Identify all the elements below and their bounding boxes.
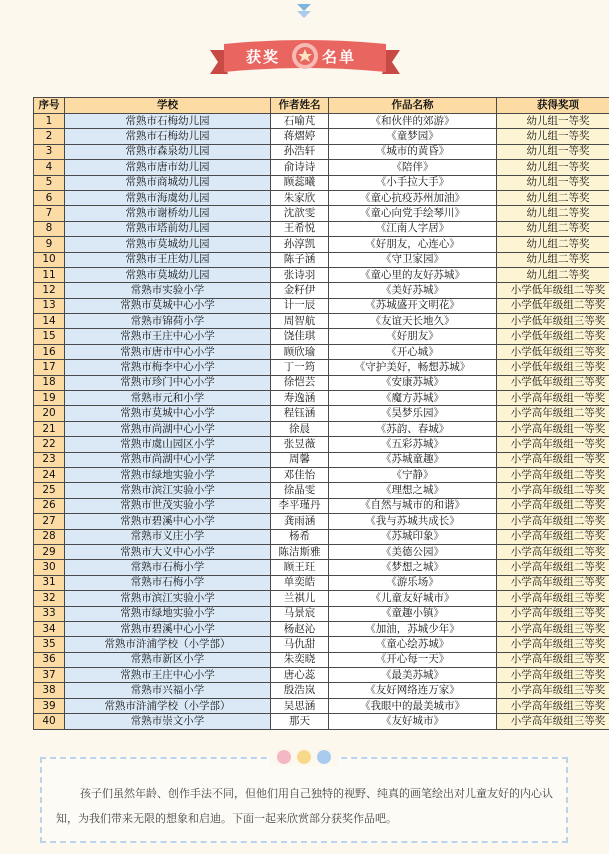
- cell-work: 《我眼中的最美城市》: [329, 698, 497, 713]
- cell-award: 小学高年级组一等奖: [497, 391, 609, 406]
- cell-award: 小学高年级组二等奖: [497, 498, 609, 513]
- cell-author: 陈洁斯雅: [271, 544, 329, 559]
- cell-school: 常熟市森泉幼儿园: [65, 144, 271, 159]
- cell-award: 幼儿组一等奖: [497, 114, 609, 129]
- cell-author: 徐晨: [271, 421, 329, 436]
- cell-work: 《自然与城市的和谐》: [329, 498, 497, 513]
- cell-work: 《美德公园》: [329, 544, 497, 559]
- cell-award: 小学高年级组三等奖: [497, 668, 609, 683]
- table-row: [34, 560, 609, 575]
- cell-work: 《童心绘苏城》: [329, 637, 497, 652]
- cell-work: 《童心里的友好苏城》: [329, 267, 497, 282]
- cell-school: 常熟市浒浦学校（小学部）: [65, 637, 271, 652]
- cell-award: 幼儿组一等奖: [497, 160, 609, 175]
- header-school: 学校: [65, 98, 271, 114]
- table-row: [34, 329, 609, 344]
- cell-school: 常熟市碧溪中心小学: [65, 514, 271, 529]
- cell-school: 常熟市梅李中心小学: [65, 360, 271, 375]
- cell-author: 龚雨涵: [271, 514, 329, 529]
- table-row: [34, 483, 609, 498]
- ribbon-icon: [210, 36, 400, 82]
- cell-work: 《友好城市》: [329, 714, 497, 729]
- cell-author: 顾欣瑜: [271, 344, 329, 359]
- table-row: [34, 714, 609, 729]
- cell-school: 常熟市崇文小学: [65, 714, 271, 729]
- table-row: [34, 160, 609, 175]
- cell-no: 21: [34, 421, 65, 436]
- cell-award: 小学高年级组三等奖: [497, 591, 609, 606]
- cell-author: 金籽伊: [271, 283, 329, 298]
- cell-award: 小学高年级组二等奖: [497, 483, 609, 498]
- decor-hearts: [271, 748, 337, 766]
- table-row: [34, 375, 609, 390]
- cell-no: 3: [34, 144, 65, 159]
- table-row: [34, 267, 609, 282]
- cell-work: 《昊梦乐园》: [329, 406, 497, 421]
- cell-award: 小学高年级组二等奖: [497, 514, 609, 529]
- cell-author: 张昱薇: [271, 437, 329, 452]
- table-row: [34, 283, 609, 298]
- cell-work: 《守卫家园》: [329, 252, 497, 267]
- table-row: [34, 437, 609, 452]
- cell-author: 王希悦: [271, 221, 329, 236]
- cell-school: 常熟市谢桥幼儿园: [65, 206, 271, 221]
- table-row: [34, 252, 609, 267]
- cell-work: 《陪伴》: [329, 160, 497, 175]
- cell-work: 《童心抗疫苏州加油》: [329, 190, 497, 205]
- cell-author: 马景宸: [271, 606, 329, 621]
- cell-author: 吴思涵: [271, 698, 329, 713]
- cell-no: 36: [34, 652, 65, 667]
- cell-no: 37: [34, 668, 65, 683]
- cell-no: 11: [34, 267, 65, 282]
- cell-school: 常熟市珍门中心小学: [65, 375, 271, 390]
- table-row: [34, 452, 609, 467]
- cell-work: 《和伙伴的郊游》: [329, 114, 497, 129]
- table-row: [34, 621, 609, 636]
- table-row: [34, 344, 609, 359]
- cell-no: 20: [34, 406, 65, 421]
- cell-author: 孙浩轩: [271, 144, 329, 159]
- cell-school: 常熟市唐市中心小学: [65, 344, 271, 359]
- cell-work: 《好朋友》: [329, 329, 497, 344]
- cell-author: 石喻芃: [271, 114, 329, 129]
- table-row: [34, 314, 609, 329]
- cell-award: 幼儿组二等奖: [497, 221, 609, 236]
- cell-no: 26: [34, 498, 65, 513]
- table-row: [34, 698, 609, 713]
- cell-no: 31: [34, 575, 65, 590]
- cell-no: 9: [34, 237, 65, 252]
- cell-award: 幼儿组一等奖: [497, 129, 609, 144]
- table-row: [34, 529, 609, 544]
- cell-school: 常熟市唐市幼儿园: [65, 160, 271, 175]
- cell-author: 兰祺儿: [271, 591, 329, 606]
- cell-award: 小学高年级组二等奖: [497, 467, 609, 482]
- cell-school: 常熟市绿地实验小学: [65, 467, 271, 482]
- cell-school: 常熟市滨江实验小学: [65, 591, 271, 606]
- cell-school: 常熟市王庄中心小学: [65, 668, 271, 683]
- table-row: [34, 175, 609, 190]
- cell-author: 杨赵沁: [271, 621, 329, 636]
- cell-no: 33: [34, 606, 65, 621]
- title-left: 获奖: [246, 48, 281, 66]
- cell-author: 饶佳琪: [271, 329, 329, 344]
- table-row: [34, 514, 609, 529]
- cell-author: 唐心蕊: [271, 668, 329, 683]
- cell-no: 25: [34, 483, 65, 498]
- cell-author: 沈歆雯: [271, 206, 329, 221]
- cell-author: 俞诗诗: [271, 160, 329, 175]
- cell-school: 常熟市新区小学: [65, 652, 271, 667]
- cell-author: 徐晶雯: [271, 483, 329, 498]
- title-banner: [210, 36, 400, 82]
- cell-no: 27: [34, 514, 65, 529]
- cell-no: 12: [34, 283, 65, 298]
- cell-no: 14: [34, 314, 65, 329]
- cell-author: 寿逸涵: [271, 391, 329, 406]
- cell-no: 24: [34, 467, 65, 482]
- cell-work: 《江南人字居》: [329, 221, 497, 236]
- cell-award: 小学高年级组一等奖: [497, 421, 609, 436]
- cell-school: 常熟市莫城中心小学: [65, 406, 271, 421]
- cell-award: 小学低年级组三等奖: [497, 344, 609, 359]
- cell-school: 常熟市石梅小学: [65, 575, 271, 590]
- cell-author: 计一辰: [271, 298, 329, 313]
- cell-school: 常熟市商城幼儿园: [65, 175, 271, 190]
- cell-award: 幼儿组二等奖: [497, 252, 609, 267]
- cell-no: 35: [34, 637, 65, 652]
- cell-school: 常熟市莫城幼儿园: [65, 237, 271, 252]
- cell-award: 小学高年级组三等奖: [497, 575, 609, 590]
- cell-award: 幼儿组一等奖: [497, 175, 609, 190]
- cell-award: 小学低年级组二等奖: [497, 283, 609, 298]
- table-row: [34, 391, 609, 406]
- table-row: [34, 129, 609, 144]
- cell-work: 《友谊天长地久》: [329, 314, 497, 329]
- cell-work: 《小手拉大手》: [329, 175, 497, 190]
- cell-award: 小学高年级组二等奖: [497, 560, 609, 575]
- cell-school: 常熟市石梅幼儿园: [65, 129, 271, 144]
- cell-work: 《美好苏城》: [329, 283, 497, 298]
- intro-text: 孩子们虽然年龄、创作手法不同，但他们用自己独特的视野、纯真的画笔绘出对儿童友好的内心认知，为我们带来无限的想象和启迪。下面一起来欣赏部分获奖作品吧。: [56, 787, 553, 825]
- cell-no: 30: [34, 560, 65, 575]
- cell-no: 8: [34, 221, 65, 236]
- cell-author: 邓佳怡: [271, 467, 329, 482]
- cell-award: 小学高年级组三等奖: [497, 652, 609, 667]
- cell-school: 常熟市虞山园区小学: [65, 437, 271, 452]
- cell-no: 15: [34, 329, 65, 344]
- cell-no: 22: [34, 437, 65, 452]
- cell-author: 程钰涵: [271, 406, 329, 421]
- cell-award: 小学高年级组三等奖: [497, 683, 609, 698]
- cell-school: 常熟市石梅幼儿园: [65, 114, 271, 129]
- cell-no: 17: [34, 360, 65, 375]
- table-row: [34, 683, 609, 698]
- table-header-row: [34, 98, 609, 114]
- table-row: [34, 237, 609, 252]
- cell-no: 40: [34, 714, 65, 729]
- header-work: 作品名称: [329, 98, 497, 114]
- cell-work: 《最美苏城》: [329, 668, 497, 683]
- cell-work: 《童趣小镇》: [329, 606, 497, 621]
- cell-work: 《守护美好，畅想苏城》: [329, 360, 497, 375]
- cell-award: 小学高年级组三等奖: [497, 714, 609, 729]
- table-row: [34, 206, 609, 221]
- cell-author: 孙淳凯: [271, 237, 329, 252]
- cell-award: 幼儿组二等奖: [497, 190, 609, 205]
- cell-school: 常熟市石梅小学: [65, 560, 271, 575]
- cell-author: 徐恺芸: [271, 375, 329, 390]
- intro-note: [40, 757, 568, 843]
- table-row: [34, 498, 609, 513]
- down-arrow-icon: [297, 4, 311, 20]
- table-row: [34, 406, 609, 421]
- cell-work: 《儿童友好城市》: [329, 591, 497, 606]
- cell-no: 28: [34, 529, 65, 544]
- cell-school: 常熟市实验小学: [65, 283, 271, 298]
- cell-award: 小学高年级组三等奖: [497, 621, 609, 636]
- cell-work: 《苏城童趣》: [329, 452, 497, 467]
- table-row: [34, 591, 609, 606]
- table-row: [34, 144, 609, 159]
- table-row: [34, 360, 609, 375]
- cell-school: 常熟市莫城中心小学: [65, 298, 271, 313]
- cell-no: 39: [34, 698, 65, 713]
- cell-school: 常熟市尚湖中心小学: [65, 452, 271, 467]
- cell-award: 小学高年级组三等奖: [497, 606, 609, 621]
- cell-author: 单奕皓: [271, 575, 329, 590]
- cell-school: 常熟市大义中心小学: [65, 544, 271, 559]
- title-right: 名单: [322, 48, 357, 66]
- cell-author: 陈子涵: [271, 252, 329, 267]
- cell-school: 常熟市元和小学: [65, 391, 271, 406]
- cell-school: 常熟市塔前幼儿园: [65, 221, 271, 236]
- cell-author: 顾蕊曦: [271, 175, 329, 190]
- cell-school: 常熟市王庄中心小学: [65, 329, 271, 344]
- cell-work: 《童心向党手绘琴川》: [329, 206, 497, 221]
- table-row: [34, 652, 609, 667]
- cell-school: 常熟市锦荷小学: [65, 314, 271, 329]
- cell-no: 7: [34, 206, 65, 221]
- cell-award: 小学高年级组二等奖: [497, 544, 609, 559]
- cell-work: 《童梦园》: [329, 129, 497, 144]
- cell-award: 小学高年级组一等奖: [497, 452, 609, 467]
- cell-work: 《苏韵、春城》: [329, 421, 497, 436]
- cell-no: 16: [34, 344, 65, 359]
- cell-no: 4: [34, 160, 65, 175]
- cell-work: 《理想之城》: [329, 483, 497, 498]
- cell-award: 幼儿组二等奖: [497, 267, 609, 282]
- cell-author: 周智航: [271, 314, 329, 329]
- table-row: [34, 190, 609, 205]
- cell-school: 常熟市碧溪中心小学: [65, 621, 271, 636]
- cell-author: 那天: [271, 714, 329, 729]
- table-row: [34, 467, 609, 482]
- cell-author: 张诗羽: [271, 267, 329, 282]
- cell-no: 19: [34, 391, 65, 406]
- cell-no: 13: [34, 298, 65, 313]
- cell-author: 朱奕晓: [271, 652, 329, 667]
- cell-school: 常熟市滨江实验小学: [65, 483, 271, 498]
- cell-award: 小学高年级组一等奖: [497, 437, 609, 452]
- cell-no: 2: [34, 129, 65, 144]
- cell-award: 小学低年级组三等奖: [497, 314, 609, 329]
- cell-work: 《城市的黄昏》: [329, 144, 497, 159]
- cell-author: 马仇甜: [271, 637, 329, 652]
- cell-award: 小学低年级组三等奖: [497, 375, 609, 390]
- cell-work: 《友好网络连万家》: [329, 683, 497, 698]
- cell-award: 小学低年级组二等奖: [497, 298, 609, 313]
- cell-school: 常熟市浒浦学校（小学部）: [65, 698, 271, 713]
- cell-work: 《安康苏城》: [329, 375, 497, 390]
- table-row: [34, 544, 609, 559]
- table-row: [34, 221, 609, 236]
- cell-award: 小学高年级组三等奖: [497, 637, 609, 652]
- cell-no: 1: [34, 114, 65, 129]
- cell-work: 《魔方苏城》: [329, 391, 497, 406]
- cell-no: 6: [34, 190, 65, 205]
- cell-work: 《游乐场》: [329, 575, 497, 590]
- cell-school: 常熟市绿地实验小学: [65, 606, 271, 621]
- cell-author: 朱家欣: [271, 190, 329, 205]
- cell-work: 《我与苏城共成长》: [329, 514, 497, 529]
- cell-author: 殷浩岚: [271, 683, 329, 698]
- cell-no: 38: [34, 683, 65, 698]
- cell-school: 常熟市王庄幼儿园: [65, 252, 271, 267]
- cell-work: 《苏城盛开文明花》: [329, 298, 497, 313]
- cell-no: 5: [34, 175, 65, 190]
- table-row: [34, 606, 609, 621]
- cell-work: 《加油，苏城少年》: [329, 621, 497, 636]
- table-row: [34, 421, 609, 436]
- cell-no: 32: [34, 591, 65, 606]
- cell-author: 丁一筠: [271, 360, 329, 375]
- table-row: [34, 298, 609, 313]
- cell-no: 10: [34, 252, 65, 267]
- header-no: 序号: [34, 98, 65, 114]
- cell-award: 幼儿组二等奖: [497, 237, 609, 252]
- heart-icon: [297, 750, 311, 764]
- cell-no: 29: [34, 544, 65, 559]
- cell-author: 周馨: [271, 452, 329, 467]
- cell-school: 常熟市尚湖中心小学: [65, 421, 271, 436]
- cell-award: 小学低年级组二等奖: [497, 329, 609, 344]
- cell-award: 小学高年级组二等奖: [497, 406, 609, 421]
- cell-award: 小学高年级组三等奖: [497, 698, 609, 713]
- table-body: [34, 114, 609, 730]
- cell-work: 《梦想之城》: [329, 560, 497, 575]
- cell-school: 常熟市海虞幼儿园: [65, 190, 271, 205]
- cell-award: 幼儿组一等奖: [497, 144, 609, 159]
- cell-no: 34: [34, 621, 65, 636]
- table-row: [34, 114, 609, 129]
- cell-school: 常熟市兴福小学: [65, 683, 271, 698]
- cell-work: 《宁静》: [329, 467, 497, 482]
- award-table: [33, 97, 609, 730]
- cell-author: 顾王玨: [271, 560, 329, 575]
- cell-school: 常熟市莫城幼儿园: [65, 267, 271, 282]
- cell-award: 小学低年级组三等奖: [497, 360, 609, 375]
- cell-author: 杨希: [271, 529, 329, 544]
- table-row: [34, 637, 609, 652]
- cell-author: 蒋熠婷: [271, 129, 329, 144]
- cell-work: 《苏城印象》: [329, 529, 497, 544]
- cell-author: 李平瑾丹: [271, 498, 329, 513]
- cell-work: 《开心城》: [329, 344, 497, 359]
- cell-school: 常熟市世茂实验小学: [65, 498, 271, 513]
- cell-work: 《开心每一天》: [329, 652, 497, 667]
- cell-no: 23: [34, 452, 65, 467]
- cell-award: 幼儿组二等奖: [497, 206, 609, 221]
- cell-no: 18: [34, 375, 65, 390]
- heart-icon: [317, 750, 331, 764]
- cell-work: 《好朋友，心连心》: [329, 237, 497, 252]
- header-author: 作者姓名: [271, 98, 329, 114]
- table-row: [34, 575, 609, 590]
- heart-icon: [277, 750, 291, 764]
- header-award: 获得奖项: [497, 98, 609, 114]
- cell-school: 常熟市义庄小学: [65, 529, 271, 544]
- award-table-container: [33, 97, 606, 730]
- cell-work: 《五彩苏城》: [329, 437, 497, 452]
- table-row: [34, 668, 609, 683]
- cell-award: 小学高年级组二等奖: [497, 529, 609, 544]
